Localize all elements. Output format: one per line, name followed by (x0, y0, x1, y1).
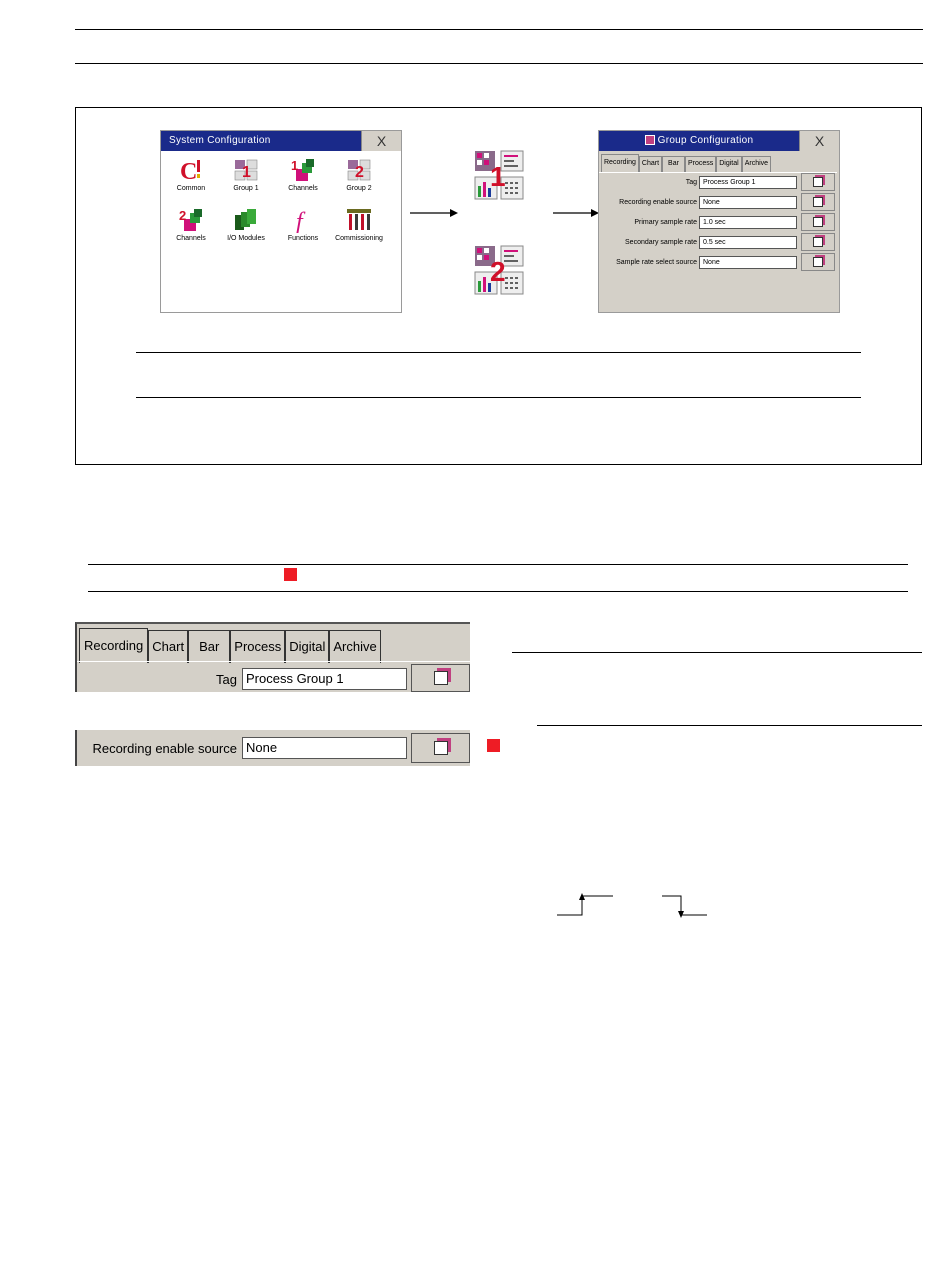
detail-tab-recording[interactable]: Recording (79, 628, 148, 663)
commissioning-icon (344, 207, 374, 233)
tab-bar[interactable]: Bar (662, 156, 685, 172)
group-2-icon (344, 157, 374, 183)
io-modules-label: I/O Modules (227, 235, 265, 242)
io-modules-button[interactable] (216, 207, 276, 242)
detail-enable-row (77, 737, 407, 759)
recording-enable-source-edit-button[interactable] (801, 193, 835, 211)
system-configuration-title: System Configuration (161, 131, 401, 151)
sample-rate-select-source-edit-button[interactable] (801, 253, 835, 271)
group-1-label: Group 1 (233, 185, 259, 192)
channels-2-icon (176, 207, 206, 233)
tab-process[interactable]: Process (685, 156, 716, 172)
figure-caption-rule-top (136, 352, 861, 353)
recording-enable-source-row (599, 196, 797, 209)
tab-chart[interactable]: Chart (639, 156, 662, 172)
detail-tab-digital[interactable]: Digital (285, 630, 329, 663)
commissioning-label: Commissioning (335, 235, 383, 242)
svg-text:2: 2 (355, 164, 364, 181)
common-label: Common (176, 185, 206, 192)
group-configuration-window (598, 130, 840, 313)
functions-label: Functions (287, 235, 319, 242)
system-configuration-window (160, 130, 402, 313)
right-rule-1 (512, 652, 922, 653)
group-2-button[interactable] (329, 157, 389, 192)
detail-tag-row (77, 668, 407, 690)
detail-tab-baseline (77, 661, 470, 662)
group-configuration-title-icon (645, 135, 655, 145)
tag-field[interactable]: Process Group 1 (699, 176, 797, 189)
edit-icon (813, 257, 823, 267)
group-1-icon (231, 157, 261, 183)
sample-rate-select-source-label: Sample rate select source (616, 259, 697, 266)
detail-tab-process[interactable]: Process (230, 630, 285, 663)
red-marker-detail (487, 739, 500, 752)
channels-2-label: Channels (176, 235, 206, 242)
svg-text:C: C (180, 159, 198, 183)
detail-enable-edit-button[interactable] (411, 733, 470, 763)
edit-icon (434, 741, 448, 755)
close-button[interactable]: X (361, 131, 401, 151)
primary-sample-rate-edit-button[interactable] (801, 213, 835, 231)
edit-icon (434, 671, 448, 685)
detail-tag-label: Tag (216, 671, 237, 687)
common-button[interactable] (161, 157, 221, 192)
svg-text:f: f (296, 209, 303, 233)
primary-sample-rate-row (599, 216, 797, 229)
arrow-right-1 (410, 207, 458, 219)
group-2-digit: 2 (490, 256, 506, 287)
functions-button[interactable] (273, 207, 333, 242)
group-config-tabs (601, 154, 771, 172)
edit-icon (813, 197, 823, 207)
common-icon (176, 157, 206, 183)
group-1-button[interactable] (216, 157, 276, 192)
channels-1-label: Channels (288, 185, 318, 192)
group-1-digit: 1 (490, 161, 506, 192)
detail-enable-field[interactable]: None (242, 737, 407, 759)
arrow-right-2 (553, 207, 599, 219)
primary-sample-rate-label: Primary sample rate (634, 219, 697, 226)
group-configuration-title: Group Configuration (657, 135, 754, 146)
detail-tab-chart[interactable]: Chart (148, 630, 188, 663)
detail-tab-row (79, 628, 381, 663)
detail-tab-bar[interactable]: Bar (188, 630, 230, 663)
group-2-large-icon (474, 245, 524, 295)
recording-enable-source-field[interactable]: None (699, 196, 797, 209)
detail-tag-edit-button[interactable] (411, 664, 470, 692)
detail-enable-label: Recording enable source (92, 740, 237, 756)
tab-recording[interactable]: Recording (601, 154, 639, 172)
figure-caption-rule-bottom (136, 397, 861, 398)
svg-text:1: 1 (291, 158, 299, 173)
secondary-sample-rate-row (599, 236, 797, 249)
commissioning-button[interactable] (329, 207, 389, 242)
group-configuration-close-button[interactable]: X (799, 131, 839, 151)
tag-row (599, 176, 797, 189)
detail-tag-field[interactable]: Process Group 1 (242, 668, 407, 690)
detail-tabs-panel (75, 622, 470, 692)
right-rule-2 (537, 725, 922, 726)
channels-1-icon (288, 157, 318, 183)
sample-rate-select-source-row (599, 256, 797, 269)
detail-enable-panel (75, 730, 470, 766)
tab-digital[interactable]: Digital (716, 156, 741, 172)
functions-icon (288, 207, 318, 233)
edit-icon (813, 177, 823, 187)
secondary-sample-rate-label: Secondary sample rate (625, 239, 697, 246)
tag-label: Tag (685, 179, 697, 186)
recording-enable-source-label: Recording enable source (619, 199, 697, 206)
secondary-sample-rate-field[interactable]: 0.5 sec (699, 236, 797, 249)
primary-sample-rate-field[interactable]: 1.0 sec (699, 216, 797, 229)
detail-tab-archive[interactable]: Archive (329, 630, 380, 663)
edit-icon (813, 237, 823, 247)
red-marker-section (284, 568, 297, 581)
section-rule-bottom (88, 591, 908, 592)
edit-icon (813, 217, 823, 227)
edge-trigger-diagram (555, 890, 710, 920)
channels-1-button[interactable] (273, 157, 333, 192)
svg-text:1: 1 (242, 164, 251, 181)
secondary-sample-rate-edit-button[interactable] (801, 233, 835, 251)
tab-archive[interactable]: Archive (742, 156, 771, 172)
group-1-large-icon (474, 150, 524, 200)
svg-text:2: 2 (179, 208, 187, 223)
group-2-label: Group 2 (346, 185, 372, 192)
io-modules-icon (231, 207, 261, 233)
channels-2-button[interactable] (161, 207, 221, 242)
header-rule-bottom (75, 63, 923, 64)
sample-rate-select-source-field[interactable]: None (699, 256, 797, 269)
header-rule-top (75, 29, 923, 30)
tag-edit-button[interactable] (801, 173, 835, 191)
section-rule-top (88, 564, 908, 565)
